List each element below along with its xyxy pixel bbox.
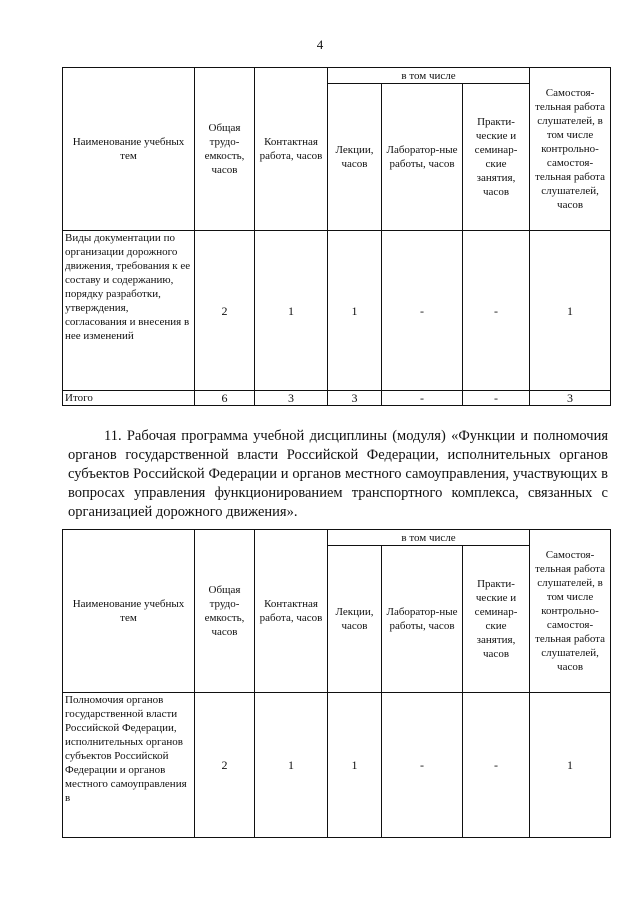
lab-cell: - — [382, 231, 463, 391]
topic-cell: Виды документации по организации дорожного движения, требования к ее составу и содержанию, порядку разработки, утверждения, согласования и внесения в нее изменений — [63, 231, 195, 391]
lectures-cell: 3 — [328, 391, 382, 406]
contact-cell: 1 — [255, 231, 328, 391]
col-header-contact: Контактная работа, часов — [255, 530, 328, 693]
lectures-cell: 1 — [328, 693, 382, 838]
lab-cell: - — [382, 693, 463, 838]
contact-cell: 1 — [255, 693, 328, 838]
self-cell: 3 — [530, 391, 611, 406]
col-header-lectures: Лекции, часов — [328, 546, 382, 693]
col-header-group: в том числе — [328, 530, 530, 546]
col-header-total: Общая трудо-емкость, часов — [195, 530, 255, 693]
col-header-name: Наименование учебных тем — [63, 68, 195, 231]
table-row — [63, 693, 611, 838]
total-cell: 6 — [195, 391, 255, 406]
total-cell: 2 — [195, 231, 255, 391]
self-cell: 1 — [530, 693, 611, 838]
col-header-lectures: Лекции, часов — [328, 84, 382, 231]
col-header-contact: Контактная работа, часов — [255, 68, 328, 231]
table-row — [63, 231, 611, 391]
page-number: 4 — [316, 37, 324, 52]
col-header-self: Самостоя-тельная работа слушателей, в том числе контрольно-самостоя-тельная работа слушателей, часов — [530, 530, 611, 693]
total-cell: 2 — [195, 693, 255, 838]
section-paragraph — [68, 427, 608, 522]
contact-cell: 3 — [255, 391, 328, 406]
curriculum-table-1 — [62, 67, 611, 406]
self-cell: 1 — [530, 231, 611, 391]
col-header-practical: Практи-ческие и семинар-ские занятия, часов — [463, 546, 530, 693]
practical-cell: - — [463, 693, 530, 838]
col-header-lab: Лаборатор-ные работы, часов — [382, 546, 463, 693]
col-header-lab: Лаборатор-ные работы, часов — [382, 84, 463, 231]
col-header-total: Общая трудо-емкость, часов — [195, 68, 255, 231]
total-label: Итого — [63, 391, 195, 406]
col-header-practical: Практи-ческие и семинар-ские занятия, часов — [463, 84, 530, 231]
paragraph-text: 11. Рабочая программа учебной дисциплины (модуля) «Функции и полномочия органов государственной власти Российской Федерации, исполнительных органов субъектов Российской Федерации и органов местного самоуправления, участвующих в вопросах управления функционированием транспортного комплекса, связанных с организацией дорожного движения». — [68, 428, 608, 520]
topic-cell: Полномочия органов государственной власти Российской Федерации, исполнительных органов субъектов Российской Федерации и органов местного самоуправления в — [63, 693, 195, 838]
curriculum-table-2 — [62, 529, 611, 838]
practical-cell: - — [463, 391, 530, 406]
lab-cell: - — [382, 391, 463, 406]
col-header-name: Наименование учебных тем — [63, 530, 195, 693]
practical-cell: - — [463, 231, 530, 391]
col-header-self: Самостоя-тельная работа слушателей, в том числе контрольно-самостоя-тельная работа слушателей, часов — [530, 68, 611, 231]
total-row — [63, 391, 611, 406]
col-header-group: в том числе — [328, 68, 530, 84]
lectures-cell: 1 — [328, 231, 382, 391]
